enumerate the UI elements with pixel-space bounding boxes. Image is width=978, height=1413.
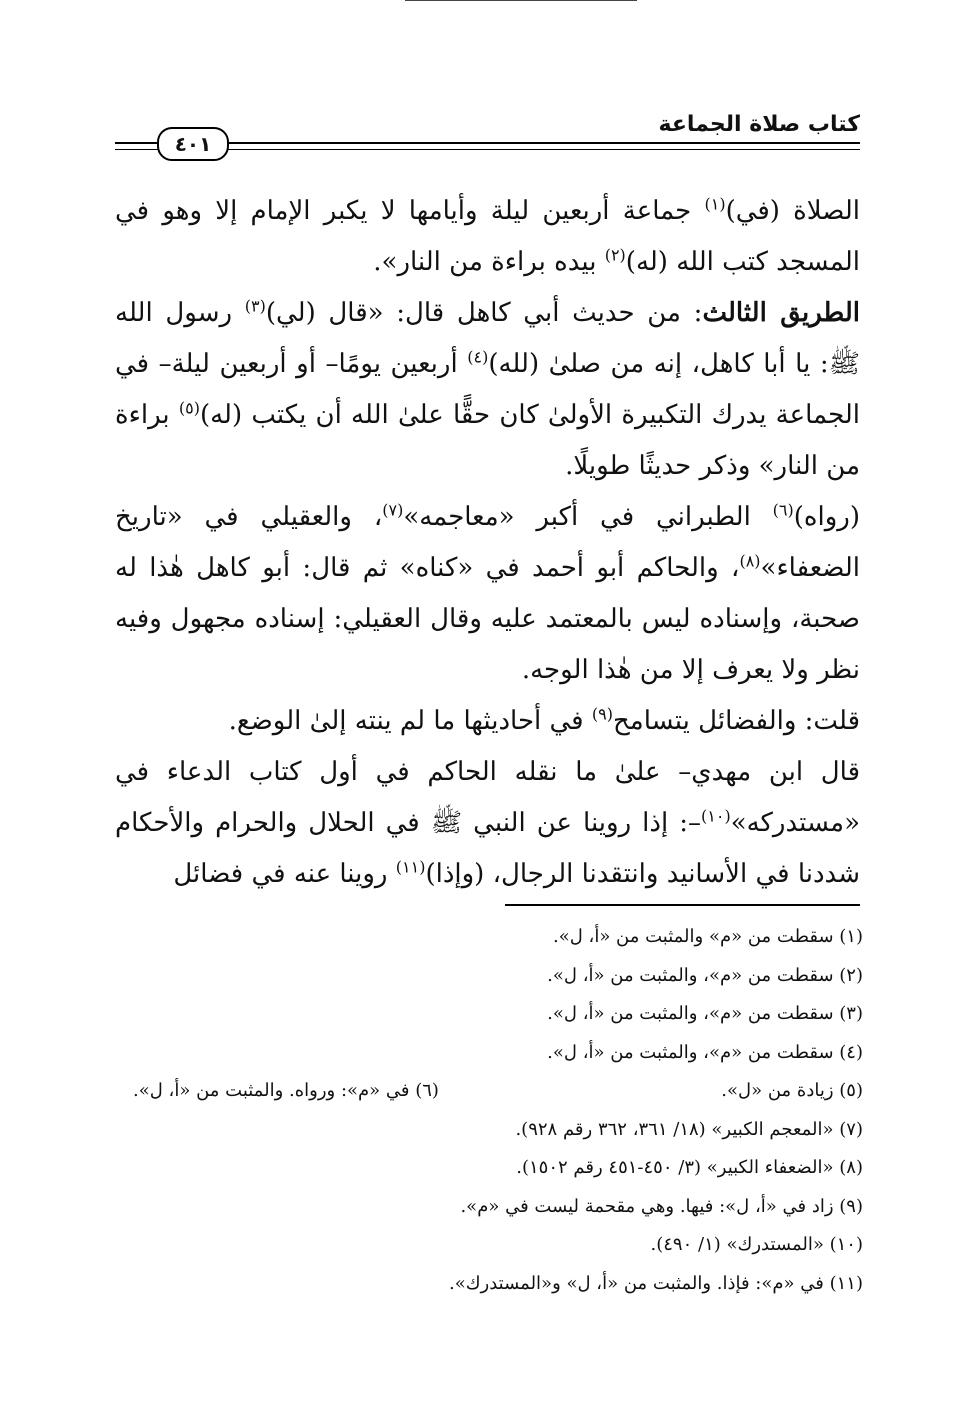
footnote-separator [505,904,860,906]
paragraph-3 [115,492,860,696]
text-run: روينا عنه في فضائل [173,859,396,889]
header-rule [115,142,159,144]
paragraph-4 [115,696,860,747]
page-number: ٤٠١ [157,127,229,161]
text-run: قال ابن مهدي– علىٰ ما نقله الحاكم في أول كتاب الدعاء في «مستدركه» [115,757,860,838]
text-run: الطبراني في أكبر «معاجمه» [403,502,773,532]
main-text [115,186,860,900]
text-run: ، والحاكم أبو أحمد في «كناه» ثم قال: أبو كاهل هٰذا له صحبة، وإسناده ليس بالمعتمد عليه وقال العقيلي: إسناده مجهول وفيه نظر ولا يعرف إلا من هٰذا الوجه. [115,553,860,685]
text-run: في أحاديثها ما لم ينته إلىٰ الوضع. [228,706,592,736]
footnote-5: (٥) زيادة من «ل». [721,1080,863,1101]
footnote-11: (١١) في «م»: فإذا. والمثبت من «أ، ل» و«المستدرك». [448,1272,863,1294]
paragraph-2 [115,288,860,492]
text-run: –: إذا روينا عن النبي ﷺ في الحلال والحرام والأحكام شددنا في الأسانيد وانتقدنا الرجال، (وإذا) [115,808,860,889]
footnote-3: (٣) سقطت من «م»، والمثبت من «أ، ل». [547,1003,863,1024]
header-rule [225,149,860,150]
footnote-10: (١٠) «المستدرك» (١/ ٤٩٠). [650,1234,863,1255]
paragraph-5 [115,747,860,900]
footnote-ref: (١) [704,194,726,214]
footnote-ref: (٦) [772,500,794,520]
text-run: الصلاة (في) [725,196,861,226]
footnote-ref: (١١) [395,857,426,877]
text-run: : من حديث أبي كاهل قال: «قال (لي) [265,298,703,328]
footnote-row [115,1072,863,1111]
footnote-ref: (٥) [178,398,200,418]
header-rule [225,142,860,144]
text-run: (رواه) [793,502,861,532]
footnote-4: (٤) سقطت من «م»، والمثبت من «أ، ل». [547,1041,863,1063]
text-run: براءة من النار» وذكر حديثًا طويلًا. [115,400,860,481]
footnote-7: (٧) «المعجم الكبير» (١٨/ ٣٦١، ٣٦٢ رقم ٩٢٨). [515,1118,863,1140]
text-run: رسول الله ﷺ: يا أبا كاهل، إنه من صلىٰ (لله) [115,298,860,379]
footnote-ref: (١٠) [701,806,731,826]
footnotes [115,918,863,1303]
text-run: جماعة أربعين ليلة وأيامها لا يكبر الإمام إلا وهو في المسجد كتب الله (له) [115,196,860,277]
paragraph-1 [115,186,860,288]
footnote-ref: (٧) [382,500,404,520]
chapter-title: كتاب صلاة الجماعة [658,112,860,137]
text-run: بيده براءة من النار». [373,247,605,277]
text-run: قلت: والفضائل يتسامح [612,706,860,736]
footnote-6: (٦) في «م»: ورواه. والمثبت من «أ، ل». [133,1080,439,1101]
footnote-2: (٢) سقطت من «م»، والمثبت من «أ، ل». [547,964,863,986]
text-run: ، والعقيلي في «تاريخ الضعفاء» [115,502,860,583]
header-rule [115,149,159,150]
footnote-ref: (٨) [739,551,761,571]
section-label: الطريق الثالث [702,298,861,328]
text-run: أربعين يومًا– أو أربعين ليلة– في الجماعة يدرك التكبيرة الأولىٰ كان حقًّا علىٰ الله أن يكتب (له) [115,349,860,430]
footnote-ref: (٣) [244,296,266,316]
top-edge-line [405,0,637,1]
footnote-1: (١) سقطت من «م» والمثبت من «أ، ل». [552,926,863,947]
footnote-8: (٨) «الضعفاء الكبير» (٣/ ٤٥٠-٤٥١ رقم ١٥٠٢). [516,1157,863,1178]
footnote-ref: (٢) [604,245,626,265]
footnote-ref: (٤) [467,347,489,367]
running-header [115,110,860,158]
footnote-9: (٩) زاد في «أ، ل»: فيها. وهي مقحمة ليست في «م». [460,1195,863,1217]
footnote-ref: (٩) [591,704,613,724]
